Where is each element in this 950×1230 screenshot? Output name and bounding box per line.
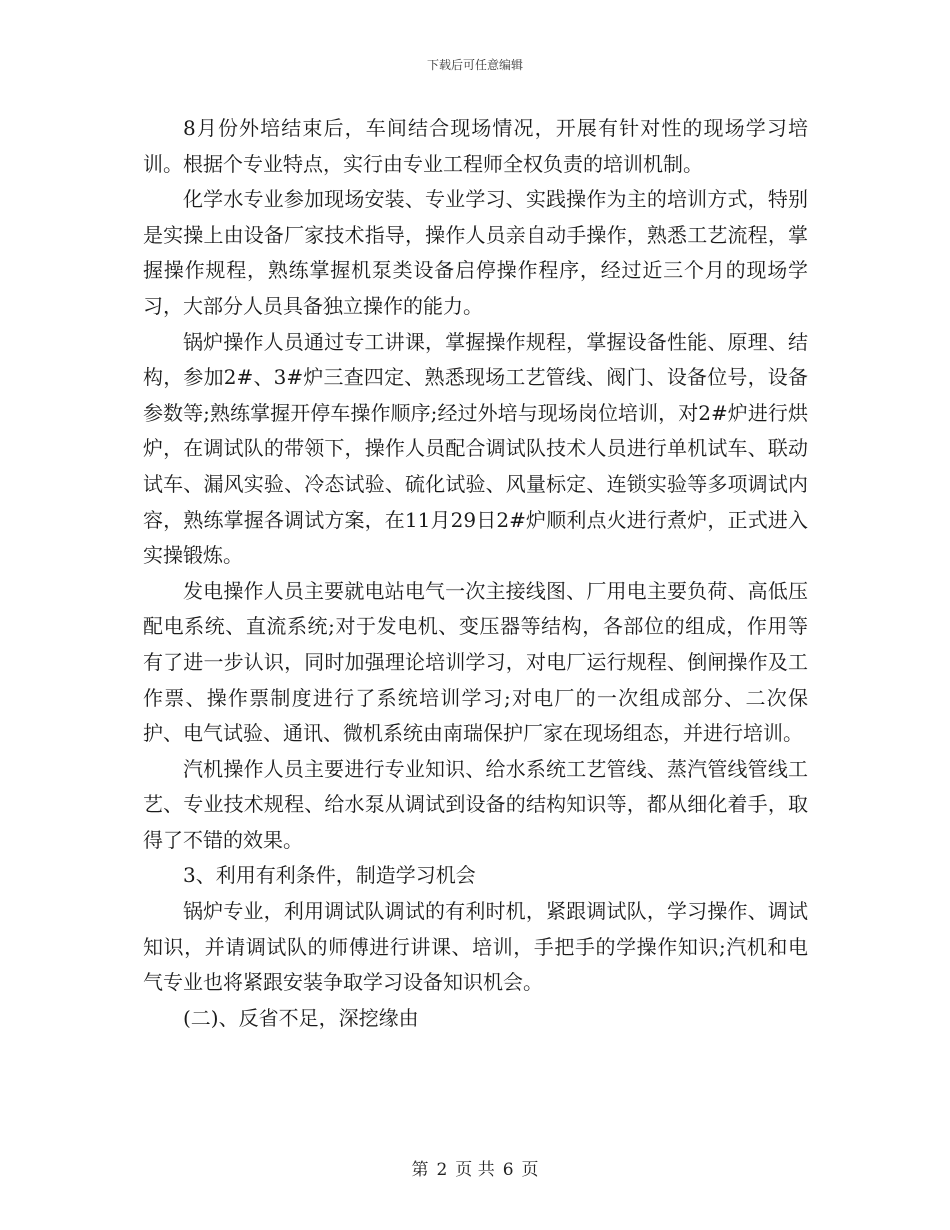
page-header: 下载后可任意编辑: [426, 58, 523, 72]
section-heading: (二)、反省不足，深挖缘由: [183, 1005, 419, 1030]
document-body: [143, 111, 808, 1036]
total-page-count: 6: [502, 1160, 514, 1180]
paragraph: 8月份外培结束后，车间结合现场情况，开展有针对性的现场学习培训。根据个专业特点，实行由专业工程师全权负责的培训机制。: [143, 116, 808, 176]
footer-suffix: 页: [521, 1160, 539, 1180]
paragraph: 汽机操作人员主要进行专业知识、给水系统工艺管线、蒸汽管线管线工艺、专业技术规程、给水泵从调试到设备的结构知识等，都从细化着手，取得了不错的效果。: [143, 756, 808, 852]
footer-prefix: 第: [411, 1160, 429, 1180]
section-heading: 3、利用有利条件，制造学习机会: [183, 863, 476, 888]
paragraph: 化学水专业参加现场安装、专业学习、实践操作为主的培训方式，特别是实操上由设备厂家技术指导，操作人员亲自动手操作，熟悉工艺流程，掌握操作规程，熟练掌握机泵类设备启停操作程序，经过近三个月的现场学习，大部分人员具备独立操作的能力。: [143, 187, 808, 318]
paragraph: 锅炉操作人员通过专工讲课，掌握操作规程，掌握设备性能、原理、结构，参加2#、3#炉三查四定、熟悉现场工艺管线、阀门、设备位号，设备参数等;熟练掌握开停车操作顺序;经过外培与现场岗位培训，对2#炉进行烘炉，在调试队的带领下，操作人员配合调试队技术人员进行单机试车、联动试车、漏风实验、冷态试验、硫化试验、风量标定、连锁实验等多项调试内容，熟练掌握各调试方案，在11月29日2#炉顺利点火进行煮炉，正式进入实操锻炼。: [143, 329, 808, 568]
page-footer: [0, 1155, 950, 1180]
paragraph: 发电操作人员主要就电站电气一次主接线图、厂用电主要负荷、高低压配电系统、直流系统;对于发电机、变压器等结构，各部位的组成，作用等有了进一步认识，同时加强理论培训学习，对电厂运行规程、倒闸操作及工作票、操作票制度进行了系统培训学习;对电厂的一次组成部分、二次保护、电气试验、通讯、微机系统由南瑞保护厂家在现场组态，并进行培训。: [143, 578, 808, 746]
current-page-number: 2: [436, 1160, 448, 1180]
paragraph: 锅炉专业，利用调试队调试的有利时机，紧跟调试队，学习操作、调试知识，并请调试队的师傅进行讲课、培训，手把手的学操作知识;汽机和电气专业也将紧跟安装争取学习设备知识机会。: [143, 899, 808, 995]
footer-middle: 页 共: [455, 1160, 495, 1180]
